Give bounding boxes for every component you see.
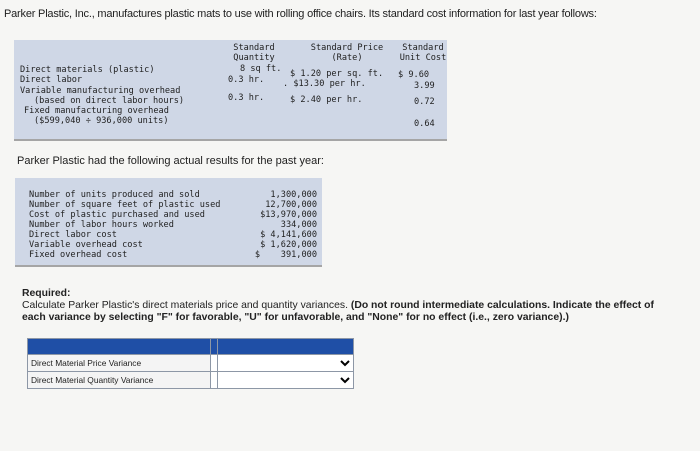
quantity-variance-effect-cell <box>218 372 354 389</box>
actual-label: Fixed overhead cost <box>29 250 128 260</box>
row-label-fixed-overhead: Fixed manufacturing overhead <box>24 106 169 116</box>
required-heading: Required: <box>22 288 71 299</box>
variable-overhead-quantity: 0.3 hr. <box>228 93 265 103</box>
required-text: Calculate Parker Plastic's direct materials price and quantity variances. <box>22 300 348 311</box>
variable-overhead-unit-cost: 0.72 <box>414 97 435 107</box>
intro-text: Parker Plastic, Inc., manufactures plastic mats to use with rolling office chairs. Its standard cost information for last year follows: <box>4 8 597 20</box>
actual-label: Number of labor hours worked <box>29 220 174 230</box>
actual-value: 1,300,000 <box>270 190 317 200</box>
row-label-direct-labor: Direct labor <box>20 75 83 85</box>
actual-table-divider <box>15 265 322 267</box>
row-sublabel-variable-overhead: (based on direct labor hours) <box>34 96 185 106</box>
standard-cost-table <box>14 40 447 140</box>
row-sublabel-fixed-overhead: ($599,040 ÷ 936,000 units) <box>34 116 169 126</box>
quantity-variance-amount-cell <box>211 372 218 389</box>
answer-table <box>27 338 354 389</box>
answer-table-header <box>28 339 354 355</box>
price-variance-label: Direct Material Price Variance <box>28 355 211 372</box>
row-label-variable-overhead: Variable manufacturing overhead <box>20 86 181 96</box>
actual-results-intro: Parker Plastic had the following actual results for the past year: <box>17 155 324 167</box>
variable-overhead-price: $ 2.40 per hr. <box>290 95 363 105</box>
actual-label: Variable overhead cost <box>29 240 143 250</box>
actual-label: Number of square feet of plastic used <box>29 200 221 210</box>
fixed-overhead-unit-cost: 0.64 <box>414 119 435 129</box>
direct-labor-unit-cost: 3.99 <box>414 81 435 91</box>
header-standard-price: Standard Price (Rate) <box>310 43 384 63</box>
direct-labor-price: . $13.30 per hr. <box>283 79 366 89</box>
actual-value: 12,700,000 <box>265 200 317 210</box>
actual-value: $ 1,620,000 <box>260 240 317 250</box>
required-instructions <box>22 288 672 324</box>
header-standard-quantity: Standard Quantity <box>233 43 275 63</box>
actual-value: $ 391,000 <box>254 250 317 260</box>
actual-label: Direct labor cost <box>29 230 117 240</box>
answer-row-price-variance <box>28 355 354 372</box>
direct-materials-price: $ 1.20 per sq. ft. <box>290 69 384 79</box>
header-standard-unit-cost: Standard Unit Cost <box>399 43 447 63</box>
answer-row-quantity-variance <box>28 372 354 389</box>
actual-results-table <box>15 178 322 265</box>
table-divider <box>14 139 447 141</box>
quantity-variance-effect-select[interactable] <box>218 373 353 387</box>
row-label-direct-materials: Direct materials (plastic) <box>20 65 155 75</box>
price-variance-effect-select[interactable] <box>218 356 353 370</box>
direct-materials-unit-cost: $ 9.60 <box>398 70 430 80</box>
actual-label: Cost of plastic purchased and used <box>29 210 205 220</box>
actual-value: $13,970,000 <box>260 210 317 220</box>
quantity-variance-label: Direct Material Quantity Variance <box>28 372 211 389</box>
price-variance-amount-cell <box>211 355 218 372</box>
direct-labor-quantity: 0.3 hr. <box>228 75 265 85</box>
actual-value: 334,000 <box>280 220 317 230</box>
direct-materials-quantity: 8 sq ft. <box>240 64 282 74</box>
required-note: (Do not round intermediate calculations. Indicate the effect of each variance by selecting "F" for favorable, "U" for unfavorable, and "None" for no effect (i.e., zero variance).) <box>22 300 654 323</box>
actual-value: $ 4,141,600 <box>260 230 317 240</box>
actual-label: Number of units produced and sold <box>29 190 200 200</box>
price-variance-effect-cell <box>218 355 354 372</box>
